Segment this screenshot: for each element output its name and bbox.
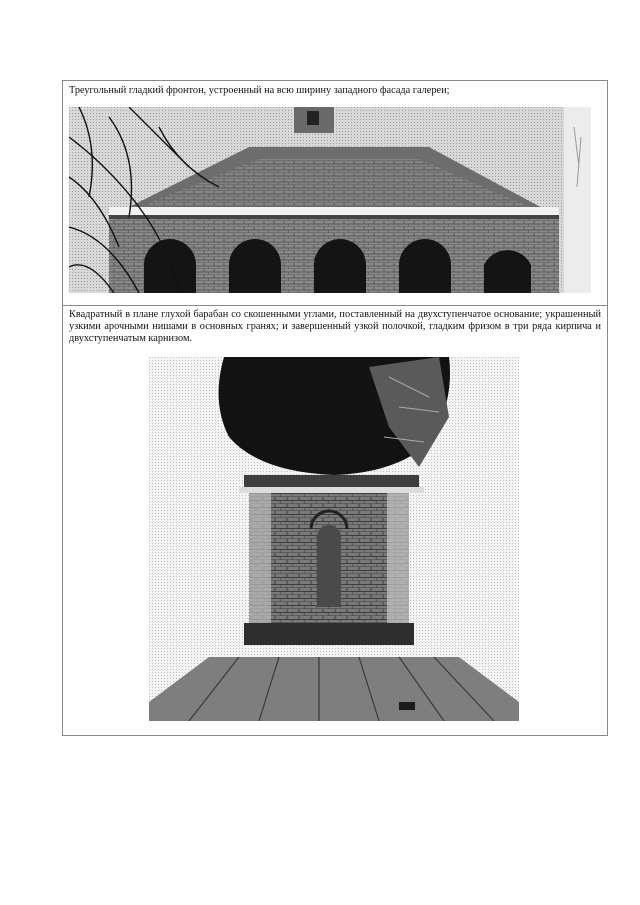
caption-pediment: Треугольный гладкий фронтон, устроенный на всю ширину западного фасада галереи; xyxy=(69,85,450,96)
document-table xyxy=(62,80,608,736)
row-divider xyxy=(63,305,607,306)
caption-drum: Квадратный в плане глухой барабан со скошенными углами, поставленный на двухступенчатое основание; украшенный узкими арочными нишами в основных гранях; и завершенный узкой полочкой, гладким фризом в три ряда кирпича и двухступенчатым карнизом. xyxy=(69,309,601,345)
pediment-photo xyxy=(69,107,591,293)
drum-photo xyxy=(149,357,519,721)
